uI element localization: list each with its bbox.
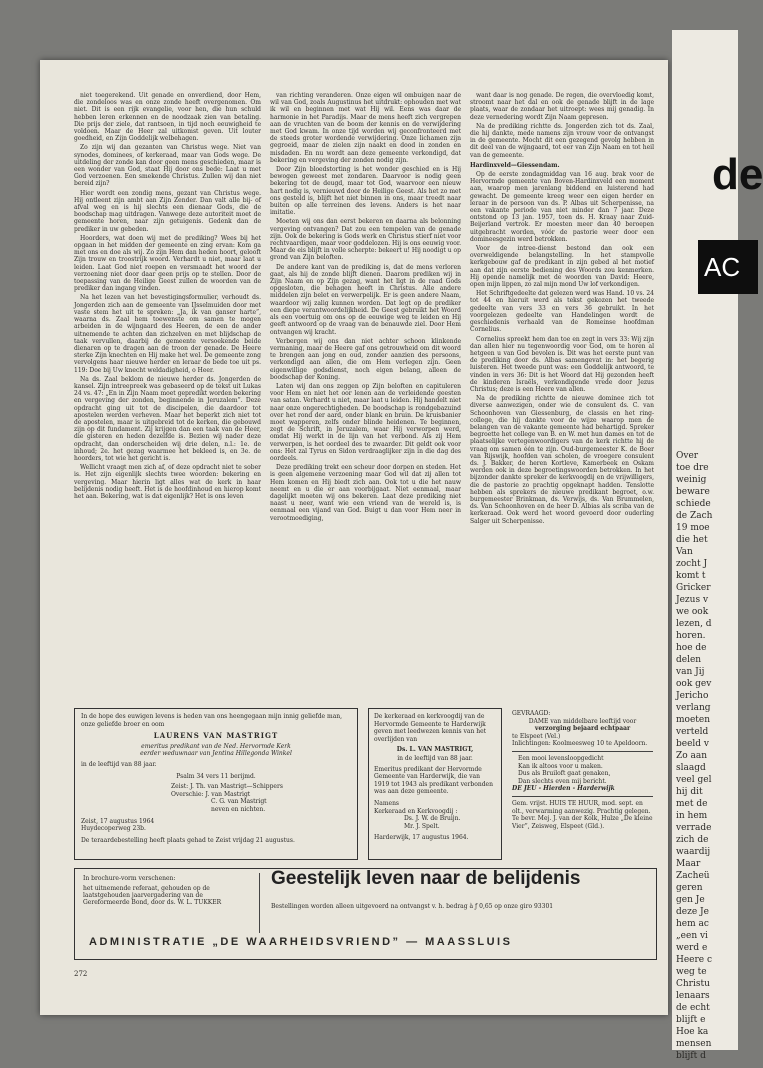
obituary-address: Huydecoperweg 23b. xyxy=(81,825,146,833)
facing-page-line: schiede xyxy=(676,499,711,509)
family-place: Overschie: xyxy=(171,790,204,798)
facing-page-line: „een vi xyxy=(676,931,708,941)
facing-page-line: geren xyxy=(676,883,703,893)
facing-page-line: 19 moe xyxy=(676,523,710,533)
facing-page-line: werd e xyxy=(676,943,708,953)
paragraph: De andere kant van de prediking is, dat de mens verloren gaat, als hij de zonde blijft dienen. Daarom prediken wij in Zijn Naam en op Zijn gezag, want het ligt in de raad Gods opgesloten, die behagen heeft in Christus. Alle andere middelen zijn belet en verwerpelijk. Er is geen andere Naam, waardoor wij zalig kunnen worden. Dat legt op de prediker een diepe verantwoordelijkheid. De Geest gebruikt het Woord als een voertuig om ons op de eeuwige weg te leiden en Hij geeft antwoord op de vraag van de benauwde ziel. Door Hem ontvangen wij kracht. xyxy=(270,263,461,336)
paragraph: Hier wordt een zondig mens, gezant van Christus wege. Hij ontleent zijn ambt aan Zijn Zender. Dan valt alle bij- of afval weg en is hij slechts een dienaar Gods, die de boodschap mag uitdragen. Vanwege deze autoriteit moet de gemeente horen, naar zijn getuigenis. Gedenk dan de prediker in uw gebeden. xyxy=(74,189,261,233)
divider xyxy=(512,796,653,797)
paragraph: want daar is nog genade. De regen, die overvloedig komt, stroomt naar het dal en ook de genade blijft in de lage plaats, waar de zondaar het uitroept: wees mij genadig. In deze vernedering wordt Zijn Naam gepresen. xyxy=(470,92,654,121)
paragraph: Het Schriftgedeelte dat gelezen werd was Hand. 10 vs. 24 tot 44 en hieruit werd als tekst gekozen het tweede gedeelte van vers 33 en vers 36 gebruikt. In het voorgelezen gedeelte van Handelingen wordt de geschiedenis verhaald van de Romeinse hoofdman Cornelius. xyxy=(470,290,654,334)
paragraph: Moeten wij ons dan eerst bekeren en daarna als belonning vergeving ontvangen? Dat zou een tempelen van de genade zijn. Ook de bekering is Gods werk en Christus stierf niet voor rechtvaardigen, maar voor goddelozen. Hij is ons eeuwig voor. Maar de eis blijft in volle scherpte: bekeert u! Hij noodigt u op grond van Zijn beloften. xyxy=(270,218,461,262)
family-name: C. G. van Mastrigt xyxy=(211,798,267,806)
facing-page-heading: de xyxy=(712,150,763,199)
facing-page-line: deze Je xyxy=(676,907,709,917)
facing-page-line: Van xyxy=(676,547,693,557)
facing-page-line: ook gev xyxy=(676,679,712,689)
facing-page-line: zich de xyxy=(676,835,709,845)
facing-page-line: zocht J xyxy=(676,559,708,569)
ad-body: het uitnemende referaat, gehouden op de laatstgehouden jaarvergadering van de Gereformeerde Bond, door ds. W. L. TUKKER xyxy=(83,885,222,906)
ad-text: verzorging bejaard echtpaar xyxy=(534,725,631,733)
brochure-advertisement xyxy=(74,868,657,960)
paragraph: Verbergen wij ons dan niet achter schoon klinkende vermaning, maar de Heere gaf ons getrouwheid om dit woord te brengen aan jong en oud, zonder aanzien des persoons, verkondigd aan allen, die om Hem verlegen zijn. Geen eigenwillige godsdienst, noch eigen belang, alleen de boodschap der Koning. xyxy=(270,337,461,381)
divider xyxy=(259,873,260,933)
ad-title: Geestelijk leven naar de belijdenis xyxy=(271,868,581,889)
obituary-intro: De kerkeraad en kerkvoogdij van de Hervormde Gemeente te Harderwijk geven met leedwezen kennis van het overlijden van xyxy=(374,713,487,743)
article-column-1 xyxy=(74,92,261,692)
facing-page-line: van Jij xyxy=(676,667,705,677)
facing-page-line: gen Je xyxy=(676,895,705,905)
paragraph: Zo zijn wij dan gezanten van Christus wege. Niet van synodes, dominees, of kerkeraad, maar van Gods wege. De uitdeling der zonde kan door geen mens geschieden, maar is een wonder van God, staat Hij door ons bede: Laat u met God verzoenen. Een smekende Christus. Zullen wij dan niet bereid zijn? xyxy=(74,144,261,188)
facing-page-line: Heere c xyxy=(676,955,713,965)
facing-page-line: Maar xyxy=(676,859,701,869)
facing-page-line: weg te xyxy=(676,967,707,977)
paragraph: Hoorders, wat doen wij met de prediking? Wees bij het opgaan in het midden der gemeente en zing ervan: Kom ga met ons en doe als wij. Zo zijn Hem dan heden hoort, gelooft Zijn trouw en troostrijk woord. Verhardt u niet, maar laat u leiden. Laat God niet roepen en versmaadt het woord der verzoening niet door daar geen prijs op te stellen. Door de toepassing van de Heilige Geest zullen de woorden van de prediker dan ingang vinden. xyxy=(74,234,261,293)
obituary-place-date: Harderwijk, 17 augustus 1964. xyxy=(374,834,469,842)
paragraph: Na het lezen van het bevestigingsformulier, verhoudt ds. Jongerden zich aan de gemeente van IJsselmuiden door met vaste stem het uit te spreken: „Ja, ik van ganser harte”, waarna ds. Zaal hem toewenste om samen te mogen arbeiden in de wijngaard des Heeren, de een de ander uitnemende te achten dan zichzelven en met blijdschap de taak vervullen, daarbij de gemeente versoekende beide dienaren op te dragen aan de troon der genade. De Heere sterke Zijn knechten en Hij make het wel. De gemeente zong vervolgens haar nieuwe herder en leraar de bede toe uit ps. 119: Doe bij Uw knecht weldadigheid, o Heer. xyxy=(74,294,261,374)
section-heading: Hardinxveld—Giessendam. xyxy=(470,161,560,169)
facing-page-line: moeten xyxy=(676,715,711,725)
paragraph: Cornelius spreekt hem dan toe en zegt in vers 33: Wij zijn dan allen hier nu tegenwoordig voor God, om te horen al hetgeen u van God bevolen is. Dit was het eerste punt van de prediking door ds. Albas samengevat in: het begerig luisteren. Het tweede punt was: een Goddelijk antwoord, te vinden in vers 36: Dit is het Woord dat Hij gezonden heeft de kinderen Israëls, verkondigende vrede door Jezus Christus; deze is een Heere van allen. xyxy=(470,335,654,393)
paragraph: Op de eerste zondagmiddag van 16 aug. brak voor de Hervormde gemeente van Boven-Hardinxveld een moment aan, waarop men jarenlang biddend en luisterend had gewacht. De gemeente kreeg weer een eigen herder en leraar in de persoon van ds. P. Albas uit Scherpenisse, na een vakante periode van niet minder dan 7 jaar. Deze ontstond op 13 jan. 1957, toen ds. H. Kraay naar Zuid-Beijerland vertrok. Er moesten meer dan 40 beroepen uitgebracht worden, vóór de pastorie weer door een domineesgezin werd betrokken. xyxy=(470,171,654,243)
facing-page-line: Over xyxy=(676,451,699,461)
ad-verse: Dus als Bruiloft gaat genaken, xyxy=(518,770,611,778)
obituary-org: Kerkeraad en Kerkvoogdij : xyxy=(374,807,458,815)
page-number: 272 xyxy=(74,970,88,978)
facing-page-line: blijft e xyxy=(676,1015,706,1025)
article-column-2 xyxy=(270,92,461,692)
facing-page-line: mensen xyxy=(676,1039,712,1049)
facing-page-text xyxy=(676,450,738,1062)
facing-page-line: de echt xyxy=(676,1003,710,1013)
paragraph: Voor de intree-dienst bestond dan ook een overweldigende belangstelling. In het stampvolle kerkgebouw gaf de predikant in zijn gebed al het motief aan dat zijn eerste bediening des Woords zou kenmerken. Hij opende namelijk met de woorden van David: Heere, open mijn lippen, zo zal mijn mond Uw lof verkondigen. xyxy=(470,245,654,289)
paragraph: Door Zijn bloedstorting is het wonder geschied en is Hij bewogen geweest met zondaren. Daarvoor is nodig geen bekering tot de deugd, maar tot God, waarvoor een nieuw hart nodig is, vernieuwd door de Heilige Geest. Als het zo met ons gesteld is, blijft het niet binnen in ons, maar treedt naar buiten op alle terreinen des levens. Anders is het naar imitatie. xyxy=(270,166,461,217)
newspaper-page xyxy=(40,60,668,1015)
signature: Ds. J. W. de Bruijn. xyxy=(404,815,461,823)
obituary-age: in de leeftijd van 88 jaar. xyxy=(81,760,157,768)
paragraph: niet toegerekend. Uit genade en onverdiend, door Hem, die zondeloos was en onze zonde heeft overgenomen. Om niet. Dit is een rijk evangelie, voor hen, die hun schuld hebben leren erkennen en de noodzaak zien van betaling. Die prijs der ziele, dat rantsoen, in tijd noch eeuwigheid te voldoen. Maar de Heer zal uitkomst geven. Uit louter goedheid, en Zijn Goddelijk welbehagen. xyxy=(74,92,261,143)
facing-page-line: Gricker xyxy=(676,583,711,593)
obituary-desc: eerder weduwnaar van Jentina Hillegonda Winkel xyxy=(140,750,292,758)
family-name: J. van Mastrigt xyxy=(205,790,251,798)
facing-page-line: hij dit xyxy=(676,787,703,797)
signature: Mr. J. Spelt. xyxy=(404,822,440,830)
family-place: Zeist: xyxy=(171,783,189,791)
facing-page-line: verteld xyxy=(676,727,709,737)
facing-page-line: lezen, d xyxy=(676,619,712,629)
facing-page-line: komt t xyxy=(676,571,706,581)
facing-page-line: hoe de xyxy=(676,643,707,653)
obituary-burial: De teraardebestelling heeft plaats gehad te Zeist vrijdag 21 augustus. xyxy=(81,836,295,844)
facing-page-line: Hoe ka xyxy=(676,1027,709,1037)
obituary-desc: emeritus predikant van de Ned. Hervormde Kerk xyxy=(141,742,291,750)
ad-verse: Kan ik altoos voor u maken. xyxy=(518,762,603,770)
family-name: neven en nichten. xyxy=(211,805,266,813)
facing-page-line: beware xyxy=(676,487,710,497)
obituary-names: Namens xyxy=(374,799,400,807)
facing-page-line: beeld v xyxy=(676,739,709,749)
deceased-name: Ds. L. VAN MASTRIGT, xyxy=(396,746,474,754)
ad-subtitle: Bestellingen worden alleen uitgevoerd na ontvangst v. h. bedrag à ƒ 0,65 op onze giro 93301 xyxy=(271,903,554,910)
facing-page-line: hem ac xyxy=(676,919,709,929)
ad-text: te Elspeet (Vel.) xyxy=(512,732,561,740)
facing-page-line: horen. xyxy=(676,631,706,641)
facing-page-line: de Zach xyxy=(676,511,713,521)
ad-text: DAME van middelbare leeftijd voor xyxy=(528,717,637,725)
paragraph: van richting veranderen. Onze eigen wil ombuigen naar de wil van God, zoals Augustinus het uitdrukt: ophouden met wat ik wil en beginnen met wat Hij wil. Eens was daar de harmonie in het Paradijs. Maar de mens heeft zich vergrepen aan de vruchten van de boom der kennis en de verwijdering met God kwam. In onze tijd worden wij geconfronteerd met de steeds groter wordende verwijdering. Onze lichamen zijn gegroeid, maar de zielen zijn naakt en dood in zonden en misdaden. En nu wordt aan deze gemeente verkondigd, dat bekering en vergeving der zonden nodig zijn. xyxy=(270,92,461,164)
obituary-family xyxy=(74,708,358,860)
ad-text: Inlichtingen: Koolmeesweg 10 te Apeldoorn. xyxy=(512,740,648,748)
facing-page-line: lenaars xyxy=(676,991,710,1001)
paragraph: Na ds. Zaal beklom de nieuwe herder ds. Jongerden de kansel. Zijn intreepreek was gebaseerd op de tekst uit Lukas 24 vs. 47: „En in Zijn Naam moet gepredikt worden bekering en vergeving der zonden, beginnende in Jeruzalem”. Deze opdracht ging uit tot de discipelen, die daardoor tot apostelen werden verheven. Maar het beperkt zich niet tot de apostelen, maar is uitgebreid tot de kerken, die gebouwd zijn op dit fundament. Zij krijgen dan een taak van de Heer, die gisteren en heden dezelfde is. Bezien wij nader deze opdracht, dan onderscheiden wij drie delen, n.l.: 1e. de inhoud; 2e. het gezag waarmee het bekleed is, en 3e. de hoorders, tot wie het gericht is. xyxy=(74,375,261,462)
ad-text: Gem. vrijst. HUIS TE HUUR, mod. sept. en olt., verwarming aanwezig. Prachtig gelegen. Te bevr. Mej. J. van der Kolk, Hulze „De kleine Vier”, Zeisweg, Elspeet (Gld.). xyxy=(512,799,653,830)
facing-page-line: Jezus v xyxy=(676,595,709,605)
obituary-church xyxy=(368,708,502,860)
facing-page-banner: AC xyxy=(698,240,758,294)
paragraph: Wellicht vraagt men zich af, of deze opdracht niet te sober is. Het zijn eigenlijk slechts twee woorden: bekering en vergeving. Maar hierin ligt alles wat de kerk in haar belijdenis nodig heeft. Het is de hoofdinhoud en hierop komt het aan. Bekering, wat is dat eigenlijk? Het is ons leven xyxy=(74,464,261,500)
facing-page-line: waardij xyxy=(676,847,711,857)
obituary-age: in de leeftijd van 88 jaar. xyxy=(397,754,473,762)
facing-page-line: slaagd xyxy=(676,763,706,773)
facing-page-line: met de xyxy=(676,799,708,809)
deceased-name: LAURENS VAN MASTRIGT xyxy=(153,731,279,741)
obituary-place-date: Zeist, 17 augustus 1964 xyxy=(81,817,155,825)
facing-page-line: Zo aan xyxy=(676,751,708,761)
facing-page-line: Christu xyxy=(676,979,710,989)
obituary-body: Emeritus predikant der Hervormde Gemeente van Harderwijk, die van 1919 tot 1943 als predikant verbonden was aan deze gemeente. xyxy=(374,765,493,796)
facing-page-line: Zacheü xyxy=(676,871,710,881)
ad-verse: Een mooi levensloopgedicht xyxy=(518,754,604,762)
facing-page-line: veel gel xyxy=(676,775,712,785)
facing-page-line: Jericho xyxy=(676,691,709,701)
ad-signature: DE JEU - Hierden - Harderwijk xyxy=(512,785,615,793)
facing-page-line: in hem xyxy=(676,811,708,821)
ad-intro: In brochure-vorm verschenen: xyxy=(83,875,176,882)
article-column-3 xyxy=(470,92,654,692)
obituary-psalm: Psalm 34 vers 11 berijmd. xyxy=(176,772,256,780)
obituary-intro: In de hope des euwigen levens is heden van ons heengegaan mijn innig geliefde man, onze geliefde broer en oom xyxy=(81,713,343,728)
paragraph: Na de prediking richtte de nieuwe dominee zich tot diverse aanwezigen, onder wie de consulent ds. C. van Schoonhoven van Giessenburg, de classis en het ring-college, die hij dankte voor de wijze waarop men de belangen van de vakante gemeente had behartigd. Spreker begroette het college van B. en W. met hun dames en tot de plaatselijke vertegenwoordigers van de kerk richtte hij de vraag om samen één te zijn. Oud-burgemeester K. de Boer van Rijswijk, hoofden van scholen, de vroegere consulent ds. J. Bakker, de heren Kortleve, Kamerbeek en Oskam werden ook in deze begroetingswoorden betrokken. In het bijzonder dankte spreker de kerkvoogdij en de vrijwilligers, die de pastorie zo prachtig opgeknapt hadden. Tenslotte hebben als sprekers de nieuwe predikant begroet, o.w. burgemeester Brinkman, ds. Verwijs, ds. Van Brummelen, ds. Van Schoonhoven en de heer D. Albias als scriba van de kerkeraad. Ook werd het woord gevoerd door ouderling Salger uit Scherpenisse. xyxy=(470,395,654,525)
facing-page xyxy=(672,30,763,1061)
facing-page-line: die het xyxy=(676,535,708,545)
ad-verse: Dan slechts even mij bericht. xyxy=(518,777,607,785)
classified-ads xyxy=(510,708,655,860)
ad-heading: GEVRAAGD: xyxy=(512,710,551,717)
divider xyxy=(512,751,653,752)
ad-administration: ADMINISTRATIE „DE WAARHEIDSVRIEND” — MAASSLUIS xyxy=(89,936,513,948)
facing-page-line: delen xyxy=(676,655,702,665)
facing-page-line: blijft d xyxy=(676,1051,706,1061)
paragraph: Laten wij dan ons zeggen op Zijn beloften en capituleren voor Hem en niet het oor lenen aan de verleidende geesten van satan. Verhardt u niet, maar laat u leiden. Hij handelt niet naar onze ongerechtigheden. De boodschap is rondgebazuind over het rond der aard, onder blank en bruin. De kruisbanier moet wapperen, zelfs onder blinde heidenen. Te beginnen, zegt de Schrift, in Jeruzalem, waar Hij verworpen werd, omdat Hij werkt in de lijn van het verbond. Als zij Hem verwerpen, is het oordeel des te zwaarder. Dit geldt ook voor ons: Het zal Tyrus en Sidon verdraaglijker zijn in die dag des oordeels. xyxy=(270,382,461,462)
facing-page-line: verrade xyxy=(676,823,712,833)
paragraph: Na de prediking richtte ds. Jongerden zich tot ds. Zaal, die hij dankte, mede namens zijn vrouw voor de ontvangst in de gemeente. Mocht dit een gezegend gevolg hebben in dit deel van de wijngaard, tot eer van Zijn Naam en tot heil van de gemeente. xyxy=(470,122,654,159)
facing-page-line: toe dre xyxy=(676,463,709,473)
facing-page-line: weinig xyxy=(676,475,707,485)
family-name: J. Th. van Mastrigt—Schippers xyxy=(190,783,283,791)
paragraph: Deze prediking trekt een scheur door dorpen en steden. Het is geen algemene verzoening maar God wil dat zij allen tot Hem komen en Hij biedt zich aan. Ook tot u die het nauw neemt en u die er aan voorbijgaat. Niet eenmaal, maar dagelijkt moeten wij ons bekeren. Laat deze prediking niet naast u neer, want wie een vriend van de wereld is, is eenmaal een vijand van God. Buigt u dan voor Hem neer in verootmoediging, xyxy=(270,464,461,522)
facing-page-line: verlang xyxy=(676,703,711,713)
facing-page-line: we ook xyxy=(676,607,709,617)
